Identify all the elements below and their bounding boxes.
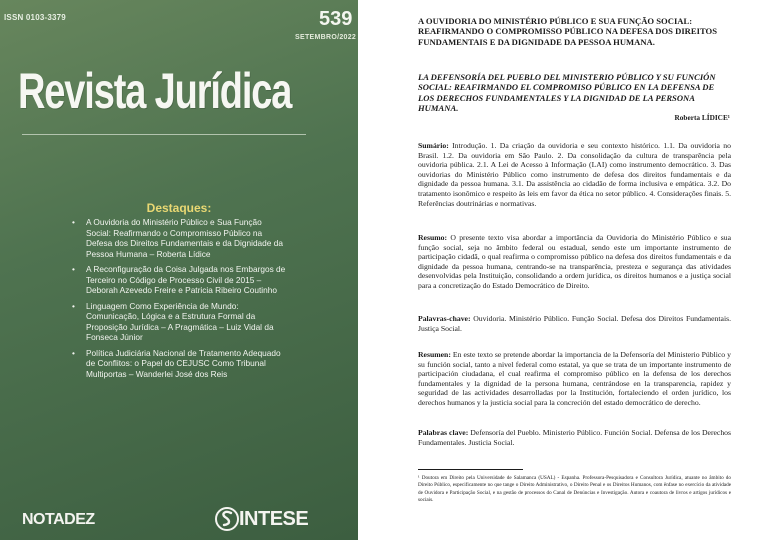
abstract-text: O presente texto visa abordar a importância da Ouvidoria do Ministério Público e sua função social, seja no âmbito federal ou estadual, sendo este um importante instrumento de participação cidadã, o qual reafirma o compromisso público na defesa dos direitos fundamentais e da dignidade da pessoa humana, centrando-se na transparência, presteza e segurança das atividades desenvolvidas pela Instituição, consolidando a ordem jurídica, os direitos humanos e a justiça social para a concretização do Estado Democrático de Direito. (418, 233, 731, 290)
keywords-paragraph (418, 314, 731, 333)
resumen-paragraph (418, 350, 731, 408)
summary-label: Sumário: (418, 141, 449, 150)
sintese-logo-text: INTESE (239, 508, 309, 530)
highlight-text: A Reconfiguração da Coisa Julgada nos Embargos de Terceiro no Código de Processo Civil de 2015 – Deborah Azevedo Freire e Patricia Ribeiro Coutinho (86, 264, 286, 295)
issue-date: SETEMBRO/2022 (295, 34, 357, 41)
abstract-label: Resumo: (418, 233, 448, 242)
highlight-text: Política Judiciária Nacional de Tratamento Adequado de Conflitos: o Papel do CEJUSC Como Tribunal Multiportas – Wanderlei José dos Reis (86, 347, 281, 379)
palabras-clave-text: Defensoría del Pueblo. Ministerio Público. Función Social. Defensa de los Derechos Fundamentales. Justicia Social. (418, 428, 732, 447)
resumen-text: En este texto se pretende abordar la importancia de la Defensoría del Ministerio Público y su función social, tanto a nivel federal como estatal, ya que se trata de un importante instrumento de participación ciudadana, el cual reafirma el compromiso público en la defensa de los derechos fundamentales y la dignidad de la persona humana, centrándose en la transparencia, rapidez y seguridad de las actividades desarrolladas por la Institución, fortaleciendo el orden jurídico, los derechos humanos y la justicia social para la concreción del estado democrático de derecho. (418, 350, 732, 407)
footnote-divider (418, 469, 523, 470)
keywords-label: Palavras-chave: (418, 314, 471, 323)
highlight-item (72, 217, 287, 259)
bullet-icon: • (72, 217, 75, 227)
highlight-item (72, 348, 287, 380)
sintese-logo (215, 505, 315, 533)
title-divider (22, 134, 306, 135)
summary-paragraph (418, 141, 731, 208)
issn-label: ISSN 0103-3379 (4, 13, 66, 22)
s-logo-icon (215, 505, 239, 533)
highlight-item (72, 301, 287, 343)
highlights-list (72, 217, 287, 384)
article-page (358, 0, 760, 540)
bullet-icon: • (72, 264, 75, 274)
highlight-item (72, 264, 287, 296)
issue-number: 539 (319, 8, 353, 30)
article-title-spanish: LA DEFENSORÍA DEL PUEBLO DEL MINISTERIO PÚBLICO Y SU FUNCIÓN SOCIAL: REAFIRMANDO EL COMPROMISO PÚBLICO EN LA DEFENSA DE LOS DERECHOS FUNDAMENTALES Y LA DIGNIDAD DE LA PERSONA HUMANA. (418, 72, 716, 113)
keywords-text: Ouvidoria. Ministério Público. Função Social. Defesa dos Direitos Fundamentais. Justiça Social. (418, 314, 731, 333)
bullet-icon: • (72, 347, 75, 358)
bullet-icon: • (72, 300, 75, 311)
article-title: A OUVIDORIA DO MINISTÉRIO PÚBLICO E SUA FUNÇÃO SOCIAL: REAFIRMANDO O COMPROMISSO PÚBLICO NA DEFESA DOS DIREITOS FUNDAMENTAIS E DA DIGNIDADE DA PESSOA HUMANA. (418, 16, 717, 47)
highlight-text: Linguagem Como Experiência de Mundo: Comunicação, Lógica e a Estrutura Formal da Proposição Jurídica – A Pragmática – Luiz Vidal da Fonseca Júnior (86, 300, 274, 342)
palabras-clave-paragraph (418, 428, 731, 447)
summary-text: Introdução. 1. Da criação da ouvidoria e seu contexto histórico. 1.1. Da ouvidoria no Brasil. 1.2. Da ouvidoria em São Paulo. 2. Da consolidação da cultura de transparência pela ouvidoria pública. 2.1. A Lei de Acesso à Informação (LAI) como instrumento democrático. 3. Das ouvidorias do Ministério Público como instrumento de defesa dos direitos fundamentais e da dignidade da pessoa humana. 3.1. Da assistência ao cidadão de forma inclusiva e empática. 3.2. Do tratamento isonômico e respeito às leis em favor da ética no setor público. 4. Considerações finais. 5. Referências doutrinárias e normativas. (418, 141, 731, 208)
magazine-cover (0, 0, 358, 540)
abstract-paragraph (418, 233, 731, 291)
resumen-label: Resumen: (418, 350, 451, 359)
highlights-heading: Destaques: (146, 201, 212, 215)
magazine-title: Revista Jurídica (18, 63, 292, 119)
notadez-logo: NOTADEZ (22, 511, 95, 528)
article-author: Roberta LÍDICE¹ (674, 113, 730, 122)
author-footnote: ¹ Doutora em Direito pela Universidade de Salamanca (USAL) - Espanha. Professora-Pesquisadora e Consultora Jurídica, atuante no âmbito do Direito Público, especificamente no que tange o Direito Administrativo, o Direito Penal e os Direitos Humanos, com ênfase no exercício da atividade de Ouvidora e Participação Social, e na gestão de processos do Canal de Denúncias e Investigação. Autora e coautora de livros e artigos jurídicos e sociais. (418, 475, 731, 504)
highlight-text: A Ouvidoria do Ministério Público e Sua Função Social: Reafirmando o Compromisso Público na Defesa dos Direitos Fundamentais e da Dignidade da Pessoa Humana – Roberta Lídice (86, 217, 283, 259)
palabras-clave-label: Palabras clave: (418, 428, 469, 437)
